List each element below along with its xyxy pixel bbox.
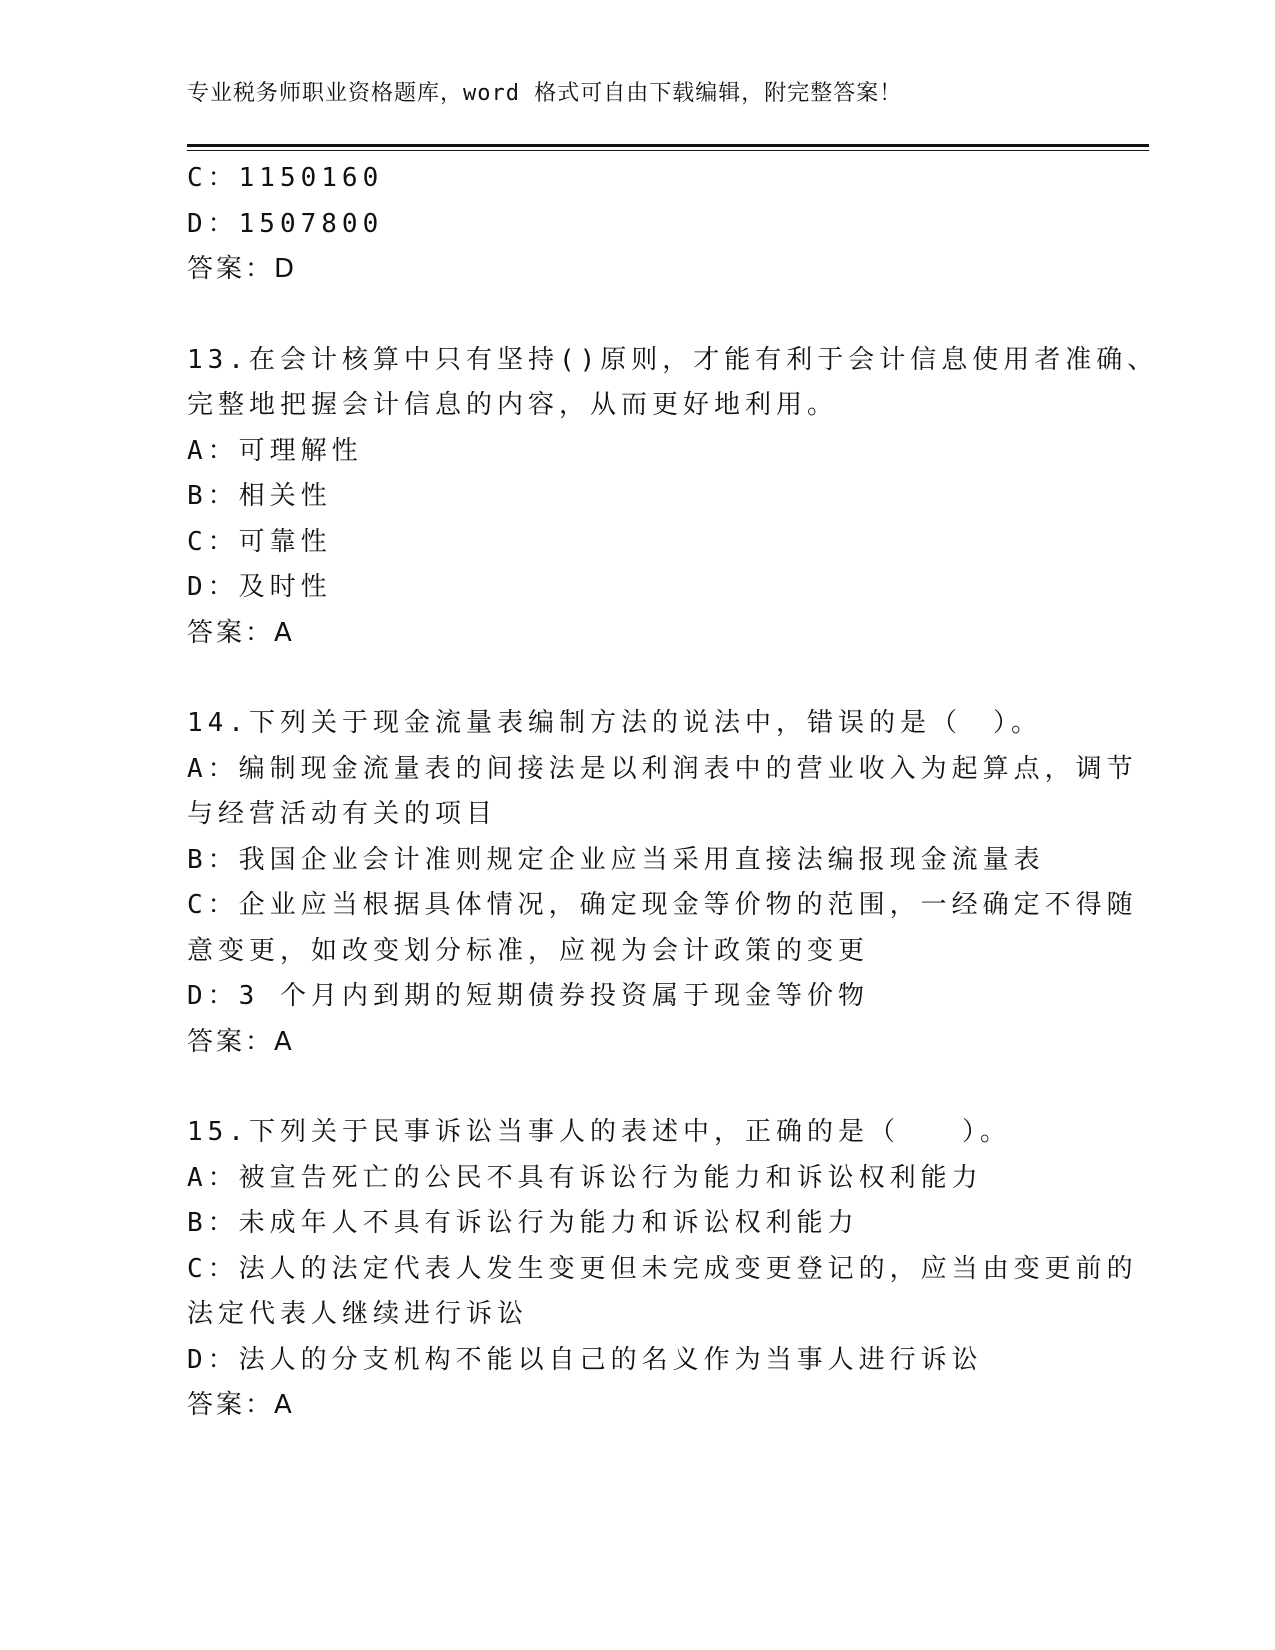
- question-stem: 15.下列关于民事诉讼当事人的表述中，正确的是（ ）。: [187, 1117, 1011, 1147]
- previous-question-tail: [187, 156, 1087, 293]
- option-line: C：法人的法定代表人发生变更但未完成变更登记的，应当由变更前的: [187, 1253, 1138, 1284]
- option-line: B：未成年人不具有诉讼行为能力和诉讼权利能力: [187, 1208, 859, 1238]
- option-line: 法定代表人继续进行诉讼: [187, 1299, 529, 1329]
- option-line: 与经营活动有关的项目: [187, 799, 498, 829]
- option-line: A：被宣告死亡的公民不具有诉讼行为能力和诉讼权利能力: [187, 1162, 983, 1193]
- option-line: A：可理解性: [187, 435, 363, 466]
- option-line: D：3 个月内到期的短期债券投资属于现金等价物: [187, 981, 869, 1011]
- spacer: [187, 293, 1087, 338]
- option-line: D：及时性: [187, 572, 332, 602]
- option-line: D：法人的分支机构不能以自己的名义作为当事人进行诉讼: [187, 1344, 983, 1375]
- option-line: 意变更，如改变划分标准，应视为会计政策的变更: [187, 935, 870, 966]
- spacer: [187, 656, 1087, 701]
- question-stem: 14.下列关于现金流量表编制方法的说法中，错误的是（ ）。: [187, 708, 1042, 738]
- header-rule-thin: [187, 150, 1149, 151]
- spacer: [187, 1065, 1087, 1110]
- question-content: [187, 156, 1159, 1429]
- question-stem: 完整地把握会计信息的内容，从而更好地利用。: [187, 390, 839, 420]
- header-rule-thick: [187, 144, 1149, 147]
- option-line: D：1507800: [187, 208, 384, 239]
- answer-line: 答案：D: [187, 254, 298, 284]
- option-line: B：我国企业会计准则规定企业应当采用直接法编报现金流量表: [187, 844, 1045, 875]
- option-line: C：可靠性: [187, 526, 332, 557]
- answer-line: 答案：A: [187, 617, 295, 648]
- option-line: B：相关性: [187, 481, 332, 511]
- question-14: [187, 701, 1138, 1065]
- page-header: 专业税务师职业资格题库，word 格式可自由下载编辑，附完整答案！: [187, 81, 903, 106]
- option-line: A：编制现金流量表的间接法是以利润表中的营业收入为起算点，调节: [187, 753, 1138, 784]
- answer-line: 答案：A: [187, 1390, 295, 1420]
- option-line: C：1150160: [187, 163, 384, 193]
- question-13: [187, 338, 1159, 657]
- option-line: C：企业应当根据具体情况，确定现金等价物的范围，一经确定不得随: [187, 890, 1138, 920]
- question-15: [187, 1110, 1138, 1429]
- question-stem: 13.在会计核算中只有坚持()原则，才能有利于会计信息使用者准确、: [187, 344, 1159, 375]
- answer-line: 答案：A: [187, 1026, 295, 1057]
